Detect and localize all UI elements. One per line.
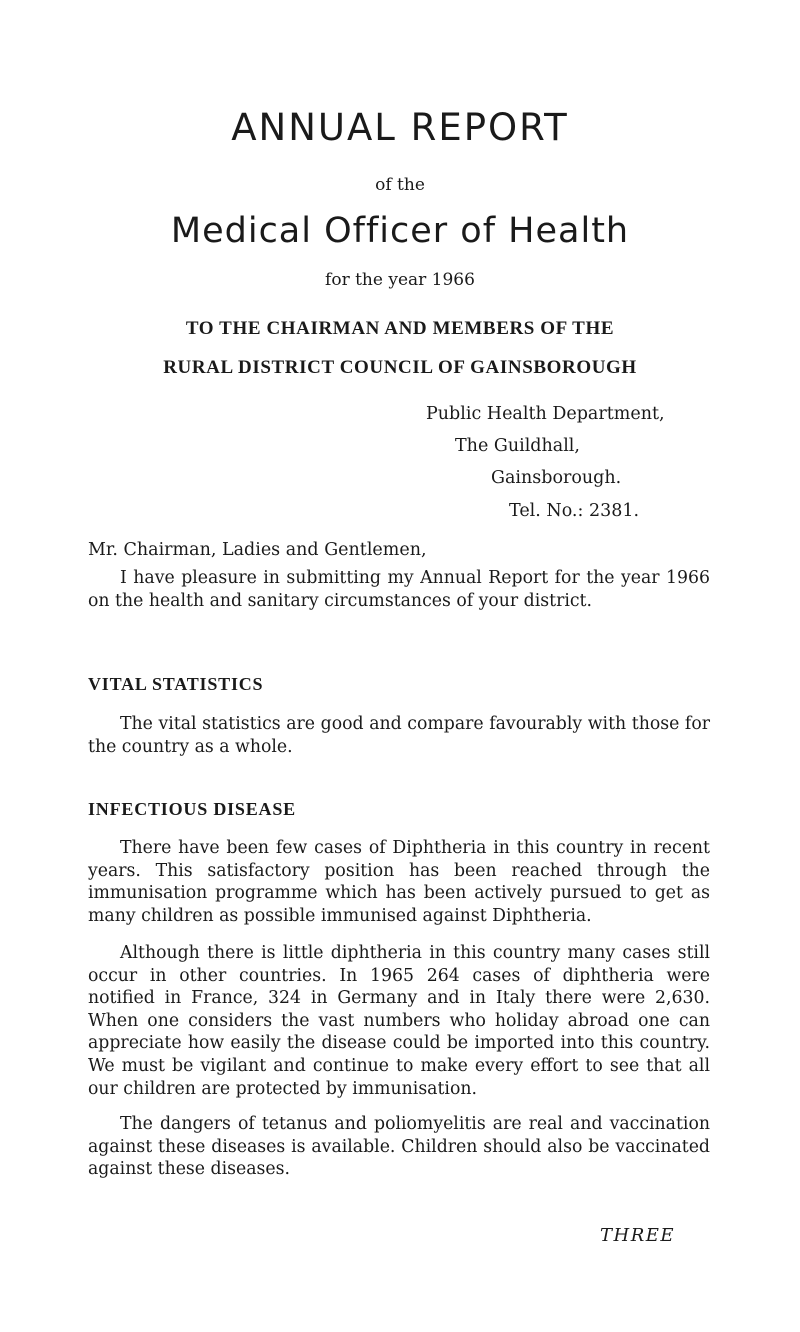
year-line: for the year 1966 xyxy=(325,270,475,290)
infectious-paragraph-2: Although there is little diphtheria in this country many cases still occur in other countries. In 1965 264 cases of diphtheria were notified in France, 324 in Germany and in Italy there were 2,630. When one considers the vast numbers who holiday abroad one can appreciate how easily the disease could be imported into this country. We must be vigilant and continue to make every effort to see that all our children are protected by immunisation. xyxy=(88,943,710,1099)
infectious-para-3-block xyxy=(88,1113,710,1181)
infectious-paragraph-1: There have been few cases of Diphtheria in this country in recent years. This satisfactory position has been reached through the immunisation programme which has been actively pursued to get as many children as possible immunised against Diphtheria. xyxy=(88,838,710,926)
addressee-line-2: RURAL DISTRICT COUNCIL OF GAINSBOROUGH xyxy=(163,357,637,378)
of-the-text: of the xyxy=(375,175,425,195)
sender-building: The Guildhall, xyxy=(455,436,580,456)
infectious-paragraph-3: The dangers of tetanus and poliomyelitis are real and vaccination against these diseases is available. Children should also be vaccinated against these diseases. xyxy=(88,1114,710,1180)
report-title: ANNUAL REPORT xyxy=(231,106,569,149)
infectious-para-1-block xyxy=(88,837,710,927)
vital-statistics-paragraph: The vital statistics are good and compare favourably with those for the country as a whole. xyxy=(88,714,710,757)
vital-statistics-heading: VITAL STATISTICS xyxy=(88,674,264,694)
vital-statistics-block xyxy=(88,713,710,758)
sender-department: Public Health Department, xyxy=(426,404,665,424)
salutation: Mr. Chairman, Ladies and Gentlemen, xyxy=(88,540,427,560)
page-number-label: THREE xyxy=(600,1225,676,1246)
infectious-disease-heading: INFECTIOUS DISEASE xyxy=(88,799,296,819)
intro-paragraph-block xyxy=(88,567,710,612)
intro-paragraph: I have pleasure in submitting my Annual Report for the year 1966 on the health and sanitary circumstances of your district. xyxy=(88,568,710,611)
addressee-line-1: TO THE CHAIRMAN AND MEMBERS OF THE xyxy=(185,318,615,339)
infectious-para-2-block xyxy=(88,942,710,1100)
report-subtitle: Medical Officer of Health xyxy=(170,211,630,251)
sender-town: Gainsborough. xyxy=(491,468,622,488)
sender-telephone: Tel. No.: 2381. xyxy=(509,501,640,521)
